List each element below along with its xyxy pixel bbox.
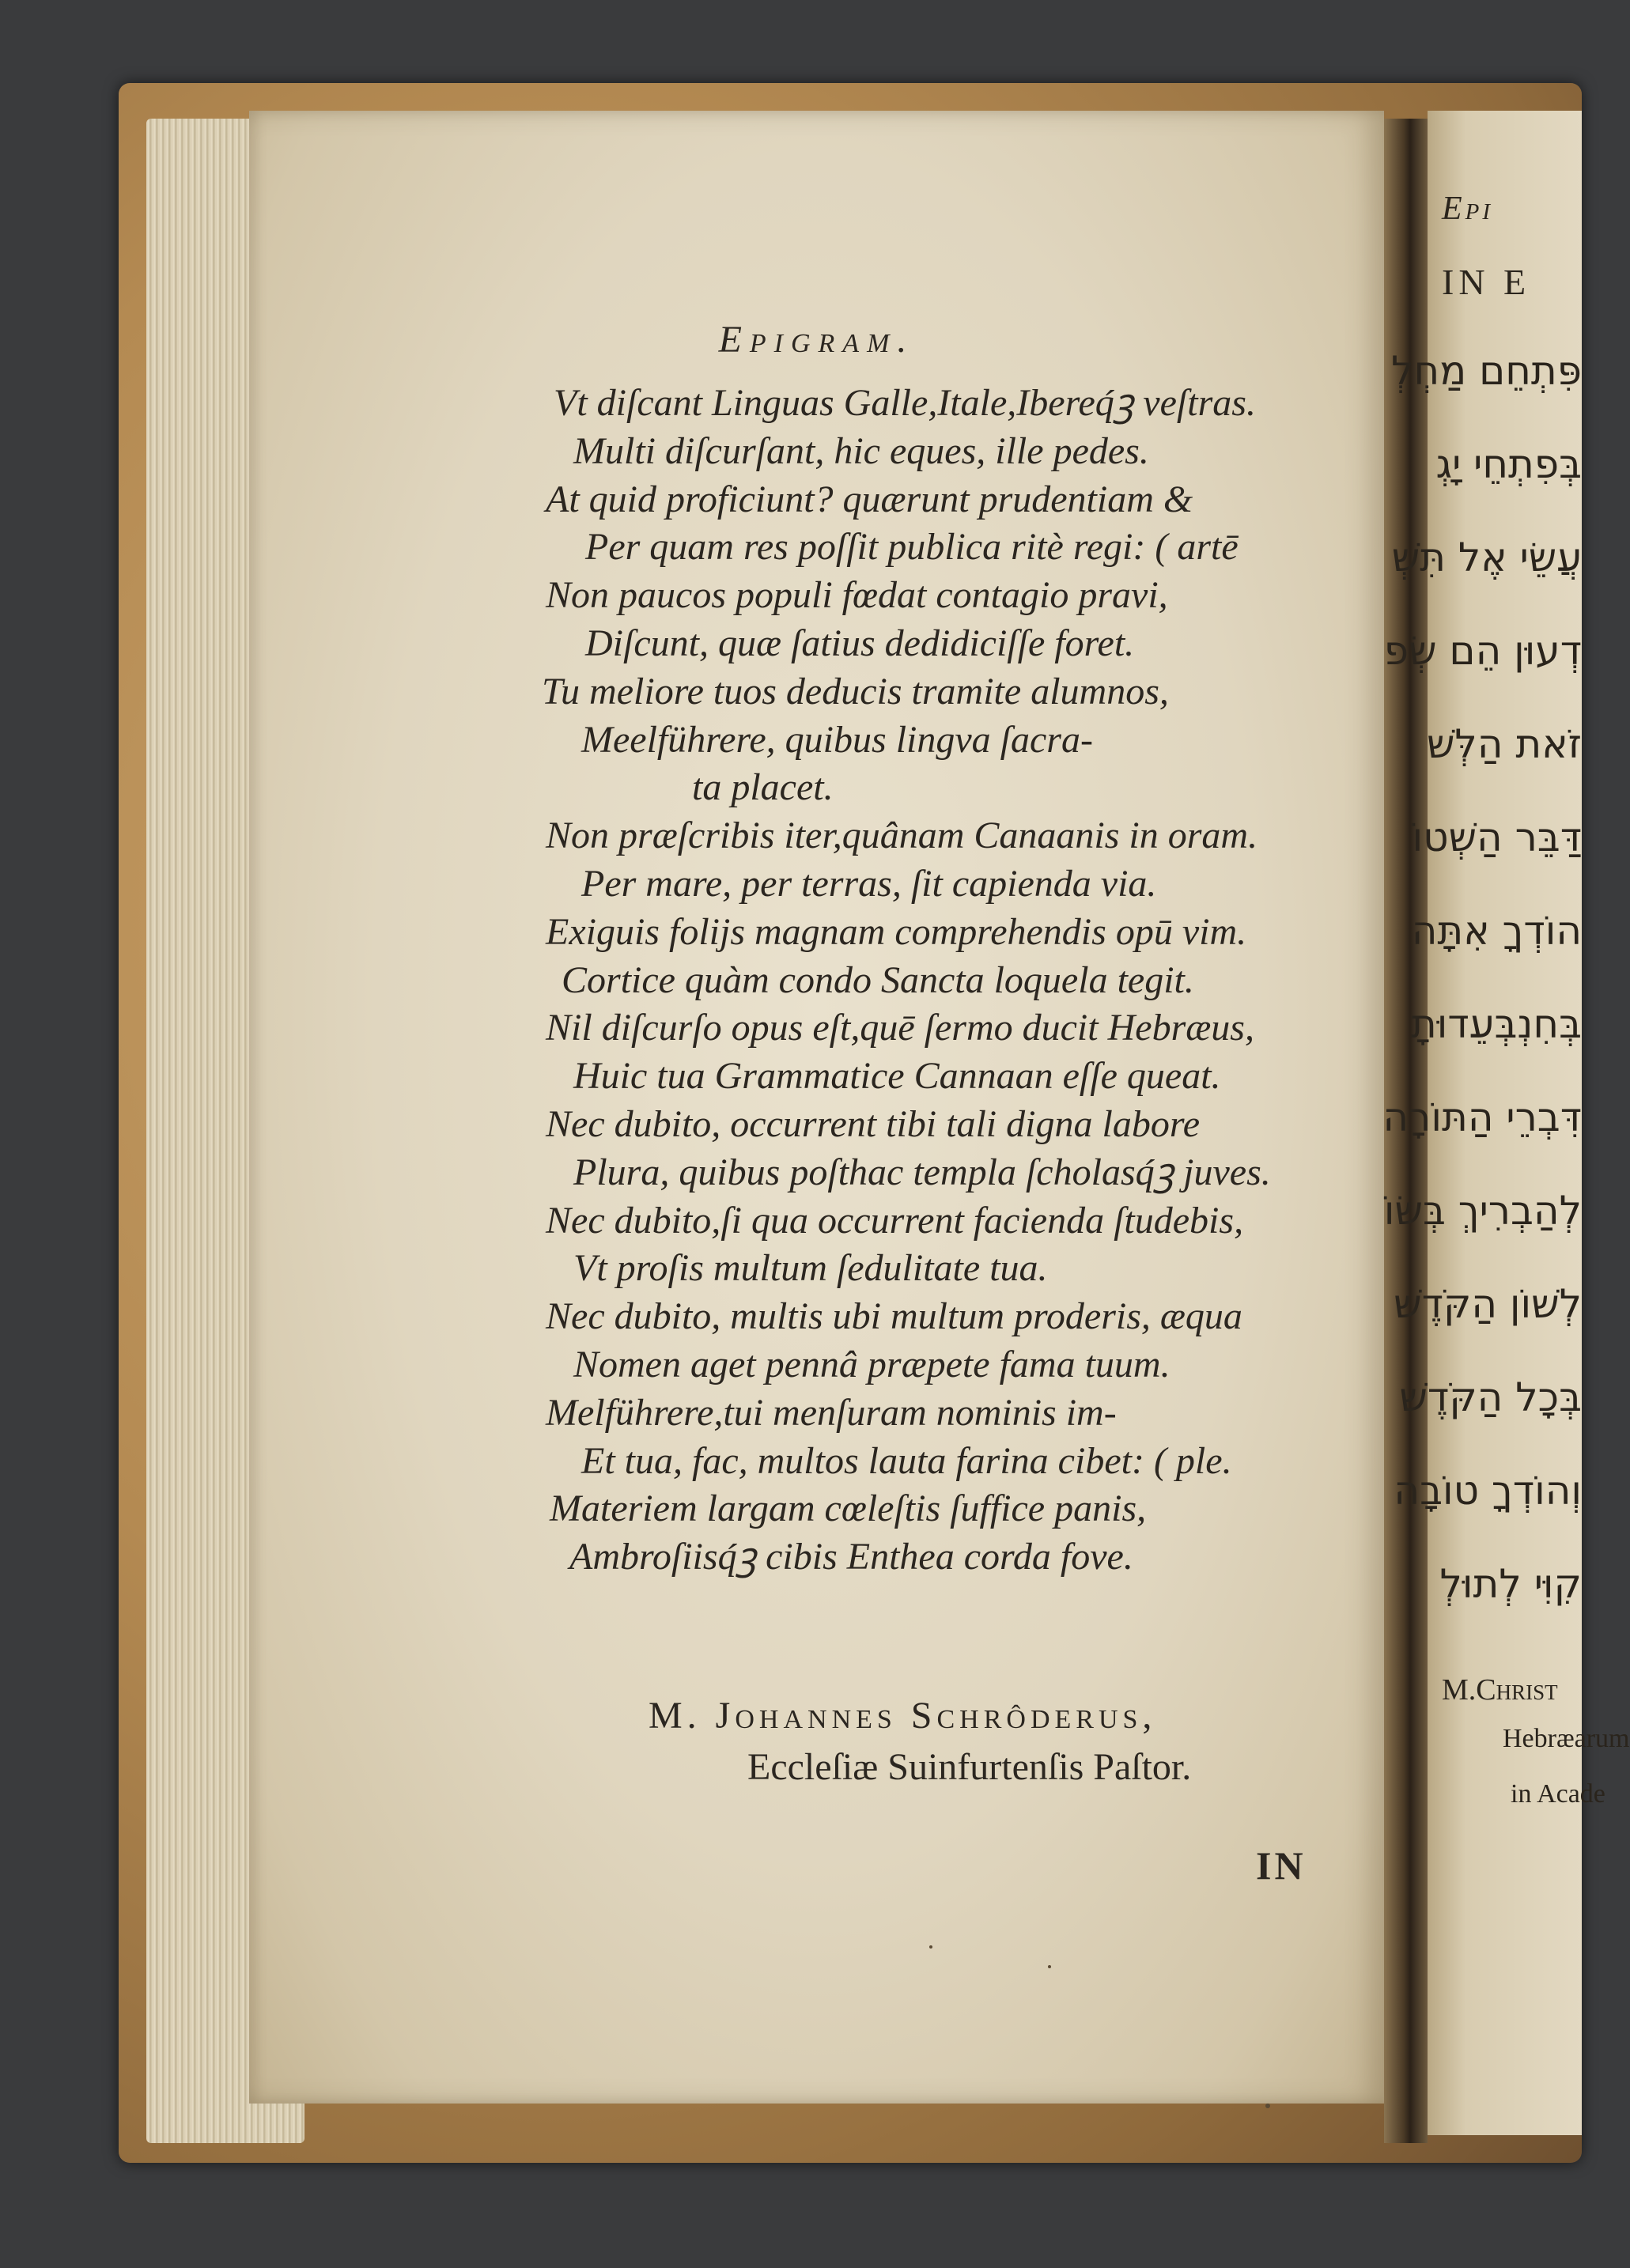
- paper-speck: [929, 1945, 932, 1949]
- facing-signature-line2: Hebræarum: [1503, 1724, 1630, 1753]
- facing-page: [1382, 111, 1630, 2135]
- poem-line: Nomen aget pennâ præpete fama tuum.: [573, 1344, 1170, 1385]
- page-text-block: [249, 111, 1384, 2104]
- hebrew-line: וְהוֹדְךָ טוֹבָה: [1394, 1468, 1582, 1514]
- hebrew-line: בְּפִתְחֵי יָגְ: [1435, 441, 1582, 487]
- poem-line: Materiem largam cœleſtis ſuffice panis,: [550, 1487, 1147, 1530]
- poem-line: Ambroſiisq́ꝫ cibis Enthea corda fove.: [569, 1536, 1133, 1578]
- hebrew-line: לְהַבְרִיךְ בְּשׂוֹ: [1383, 1188, 1582, 1234]
- poem-line: Exiguis folijs magnam comprehendis opū vim.: [546, 910, 1247, 953]
- hebrew-line: דְעוּן הֵם שְׂפ: [1383, 628, 1582, 674]
- poem-line: Huic tua Grammatice Cannaan eſſe queat.: [573, 1055, 1221, 1098]
- poem-line: Per quam res poſſit publica ritè regi: ( artē: [585, 526, 1239, 569]
- poem-line: Per mare, per terras, ſit capienda via.: [581, 863, 1157, 905]
- left-page: [249, 111, 1384, 2104]
- poem-line: At quid proficiunt? quærunt prudentiam &: [546, 478, 1193, 520]
- poem-line: Nec dubito,ſi qua occurrent facienda ſtudebis,: [546, 1199, 1244, 1242]
- poem-line: Nec dubito, multis ubi multum proderis, æqua: [546, 1295, 1242, 1338]
- poem-line: Et tua, fac, multos lauta farina cibet: ( ple.: [581, 1439, 1232, 1482]
- hebrew-line: קִוִּי לְתוּלְ: [1439, 1561, 1582, 1607]
- facing-signature: M.Christ: [1442, 1673, 1558, 1707]
- hebrew-line: הוֹדְךָ אִתָּה: [1411, 908, 1582, 954]
- poem-line: Meelführere, quibus lingva ſacra-: [581, 718, 1093, 761]
- poem-line: Nec dubito, occurrent tibi tali digna labore: [546, 1103, 1201, 1145]
- hebrew-line: עֲשֵׂי אֶל תִּשְׁ: [1391, 535, 1582, 580]
- poem-line: Melführere,tui menſuram nominis im-: [546, 1391, 1117, 1434]
- hebrew-line: בְּכָל הַקֹּדֶשׁ: [1399, 1374, 1582, 1420]
- poem-line: ta placet.: [692, 766, 834, 809]
- hebrew-line: פִּתְחֵם מַחְלְ: [1391, 348, 1582, 394]
- facing-signature-line3: in Acade: [1511, 1779, 1605, 1809]
- poem-line: Plura, quibus poſthac templa ſcholasq́ꝫ juves.: [573, 1151, 1271, 1193]
- facing-header: Epi: [1442, 191, 1494, 227]
- poem-line: Cortice quàm condo Sancta loquela tegit.: [562, 958, 1194, 1001]
- poem-line: Tu meliore tuos deducis tramite alumnos,: [542, 670, 1169, 713]
- paper-speck: [1048, 1965, 1051, 1968]
- signature-title: Eccleſiæ Suinfurtenſis Paſtor.: [747, 1746, 1192, 1788]
- paper-speck: [1265, 2104, 1270, 2108]
- facing-subheader: IN E: [1442, 262, 1531, 302]
- poem-line: Nil diſcurſo opus eſt,quē ſermo ducit Hebræus,: [546, 1007, 1254, 1049]
- page-header: Epigram.: [718, 319, 915, 361]
- hebrew-line: זֹאת הַלְּשׁ: [1427, 721, 1582, 767]
- hebrew-line: בְּחִנְבְּעֵדוּתָ: [1410, 1001, 1582, 1047]
- poem-line: Non præſcribis iter,quânam Canaanis in oram.: [546, 815, 1258, 857]
- poem-line: Vt proſis multum ſedulitate tua.: [573, 1247, 1048, 1290]
- signature-name: M. Johannes Schrôderus,: [649, 1695, 1157, 1737]
- poem-line: Multi diſcurſant, hic eques, ille pedes.: [573, 429, 1149, 472]
- hebrew-line: דַּבֵּר הַשְׁטוֹ: [1412, 815, 1582, 860]
- poem-line: Diſcunt, quæ ſatius dedidiciſſe foret.: [585, 622, 1135, 664]
- catchword: IN: [1256, 1843, 1307, 1888]
- poem-line: Non paucos populi fœdat contagio pravi,: [546, 574, 1168, 617]
- hebrew-line: דִּבְרֵי הַתּוֹרָה: [1382, 1094, 1582, 1140]
- poem-line: Vt diſcant Linguas Galle,Itale,Ibereq́ꝫ veſtras.: [554, 382, 1256, 424]
- hebrew-line: לְשׁוֹן הַקֹּדֶשׁ: [1394, 1281, 1582, 1327]
